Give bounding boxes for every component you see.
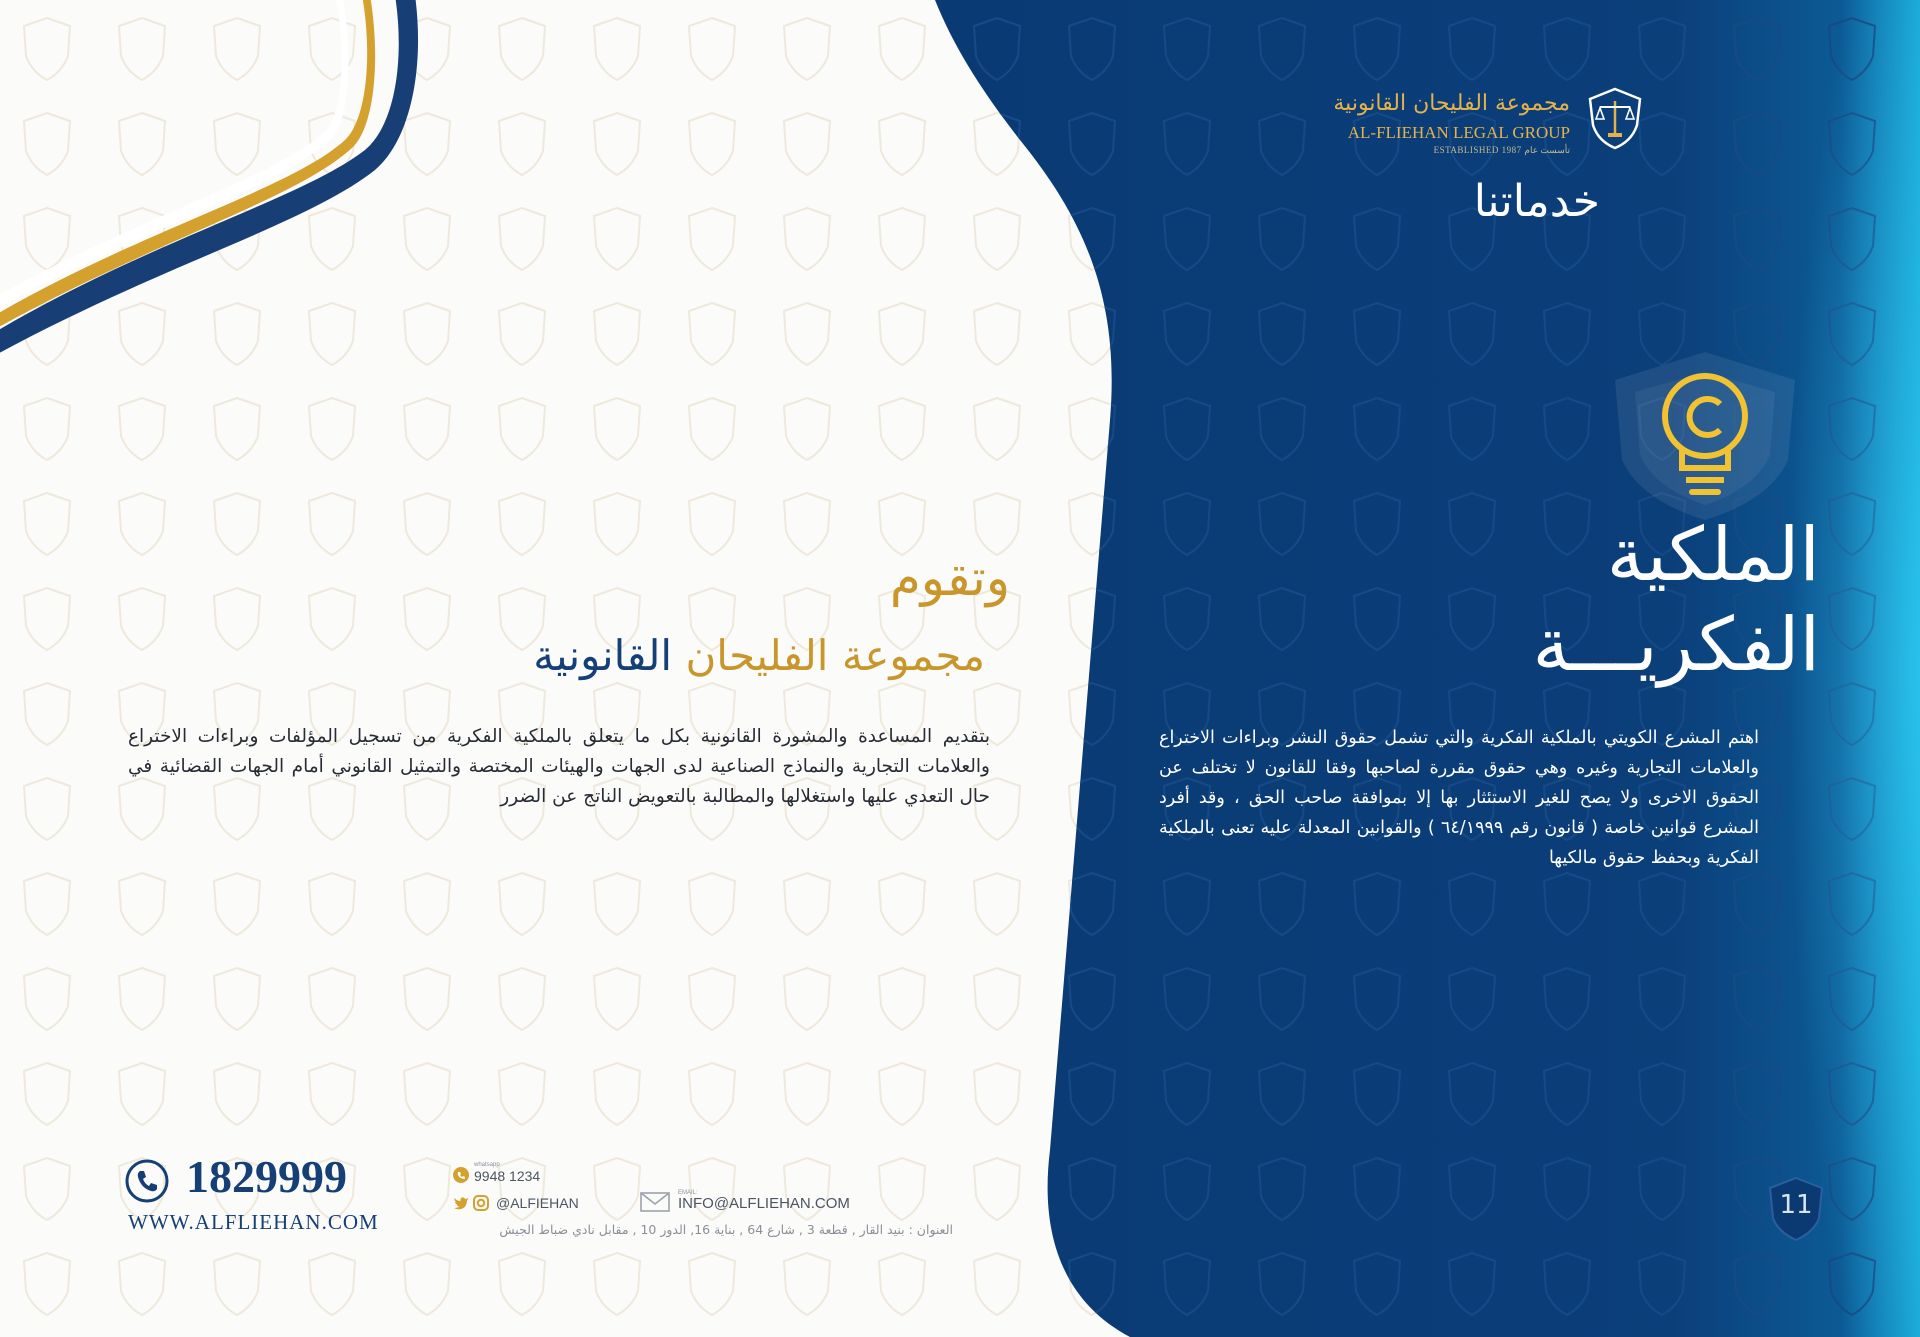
- intro-tagline: وتقوم: [889, 549, 1010, 607]
- twitter-icon[interactable]: [452, 1194, 470, 1212]
- intro-body: بتقديم المساعدة والمشورة القانونية بكل ما يتعلق بالملكية الفكرية من تسجيل المؤلفات وبراءات الاختراع والعلامات التجارية والنماذج الصناعية لدى الجهات والهيئات المختصة والتمثيل القانوني أمام الجهات القضائية في حال التعدي عليها واستغلالها والمطالبة بالتعويض الناتج عن الضرر: [128, 726, 990, 807]
- email-icon: [640, 1192, 670, 1212]
- company-logo: [1333, 85, 1648, 165]
- intro-company-name-blue: القانونية: [533, 631, 673, 680]
- website-link[interactable]: WWW.ALFLIEHAN.COM: [128, 1210, 379, 1234]
- section-title: خدماتنا: [1473, 176, 1600, 227]
- whatsapp-number[interactable]: 9948 1234: [474, 1168, 541, 1184]
- page-number: 11: [1779, 1190, 1813, 1220]
- service-title: [1400, 510, 1820, 690]
- instagram-icon[interactable]: [472, 1194, 490, 1212]
- intro-company-name: [533, 628, 985, 684]
- copyright-lightbulb-icon: [1600, 350, 1810, 520]
- phone-number[interactable]: 1829999: [186, 1151, 347, 1202]
- logo-arabic-name: مجموعة الفليحان القانونية: [1333, 91, 1570, 116]
- service-description: اهتم المشرع الكويتي بالملكية الفكرية والتي تشمل حقوق النشر وبراءات الاختراع والعلامات التجارية وغيره وهي حقوق مقررة لصاحبها وفقا للقانون لا تختلف عن الحقوق الاخرى ولا يصح للغير الاستئثار بها إلا بموافقة صاحب الحق ، وقد أفرد المشرع قوانين خاصة ( قانون رقم ٦٤/١٩٩٩ ) والقوانين المعدلة عليه تعنى بالملكية الفكرية وبحفظ حقوق مالكيها: [1159, 728, 1759, 868]
- service-title-line2: الفكريـــة: [1532, 602, 1820, 688]
- address: العنوان : بنيد القار , قطعة 3 , شارع 64 , بناية 16, الدور 10 , مقابل نادي ضباط الجيش: [499, 1222, 953, 1237]
- social-handle[interactable]: @ALFIEHAN: [496, 1195, 579, 1211]
- logo-established: ESTABLISHED 1987 تأسست عام: [1433, 145, 1570, 155]
- scales-of-justice-icon: [1582, 85, 1648, 151]
- email-address[interactable]: INFO@ALFLIEHAN.COM: [678, 1195, 850, 1212]
- email-label: EMAIL:: [678, 1190, 698, 1196]
- logo-english-name: AL-FLIEHAN LEGAL GROUP: [1347, 123, 1570, 142]
- whatsapp-icon: [452, 1166, 470, 1184]
- phone-icon: [124, 1158, 170, 1204]
- service-title-line1: الملكية: [1606, 512, 1820, 598]
- intro-company-name-gold: مجموعة الفليحان: [685, 631, 985, 680]
- whatsapp-label: whatsapp: [474, 1162, 500, 1168]
